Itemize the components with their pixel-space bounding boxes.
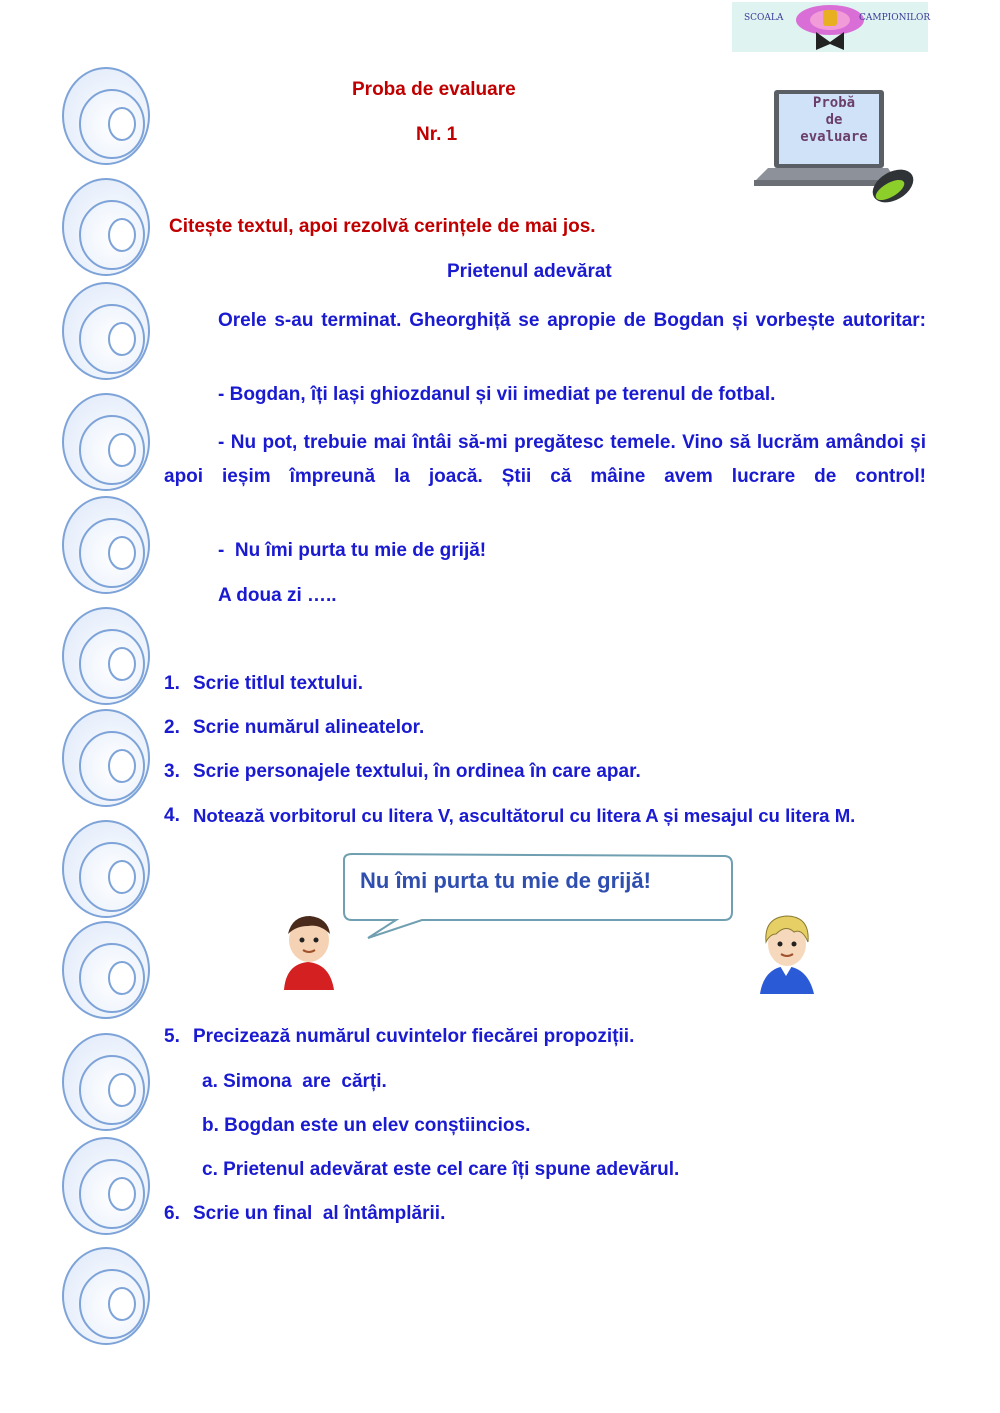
binder-ring-icon <box>60 177 155 277</box>
question-4: Notează vorbitorul cu litera V, ascultătorul cu litera A și mesajul cu litera M. <box>193 805 856 826</box>
binder-ring-icon <box>60 1032 155 1132</box>
speech-bubble <box>338 852 734 944</box>
question-6: Scrie un final al întâmplării. <box>193 1203 446 1224</box>
story-paragraph-3: - Nu pot, trebuie mai întâi să-mi pregătesc temele. Vino să lucrăm amândoi și apoi ieșim împreună la joacă. Știi că mâine avem lucrare de control! <box>164 432 926 487</box>
question-3: Scrie personajele textului, în ordinea în care apar. <box>193 761 641 782</box>
binder-ring-icon <box>60 495 155 595</box>
school-logo <box>732 2 931 52</box>
laptop-screen-line: de <box>825 112 843 128</box>
story-paragraph-1: Orele s-au terminat. Gheorghiță se apropie de Bogdan și vorbește autoritar: <box>218 310 926 331</box>
question-1: Scrie titlul textului. <box>193 673 363 694</box>
question-number: 5. <box>164 1026 180 1047</box>
boy-blue-shirt-illustration <box>756 912 818 994</box>
page-title: Proba de evaluare <box>352 79 516 100</box>
binder-ring-icon <box>60 66 155 166</box>
question-5c: c. Prietenul adevărat este cel care îți spune adevărul. <box>202 1159 680 1180</box>
binder-ring-icon <box>60 1246 155 1346</box>
binder-ring-icon <box>60 392 155 492</box>
question-number: 1. <box>164 673 180 694</box>
boy-red-shirt-illustration <box>276 912 340 990</box>
logo-left-text: SCOALA <box>744 13 784 23</box>
binder-ring-icon <box>60 606 155 706</box>
laptop-screen-line: evaluare <box>800 129 868 145</box>
binder-ring-icon <box>60 1136 155 1236</box>
question-5: Precizează numărul cuvintelor fiecărei propoziții. <box>193 1026 635 1047</box>
question-number: 3. <box>164 761 180 782</box>
logo-right-text: CAMPIONILOR <box>859 13 931 23</box>
binder-ring-icon <box>60 281 155 381</box>
question-2: Scrie numărul alineatelor. <box>193 717 425 738</box>
question-number: 2. <box>164 717 180 738</box>
question-5b: b. Bogdan este un elev conștiincios. <box>202 1115 531 1136</box>
binder-ring-icon <box>60 920 155 1020</box>
instruction: Citește textul, apoi rezolvă cerințele de mai jos. <box>169 216 596 237</box>
speech-bubble-text: Nu îmi purta tu mie de grijă! <box>360 868 651 893</box>
story-paragraph-4: - Nu îmi purta tu mie de grijă! <box>218 540 487 561</box>
laptop-screen-line: Probă <box>812 95 856 111</box>
story-paragraph-2: - Bogdan, îți lași ghiozdanul și vii imediat pe terenul de fotbal. <box>218 384 776 405</box>
binder-ring-icon <box>60 819 155 919</box>
question-5a: a. Simona are cărți. <box>202 1071 387 1092</box>
story-title: Prietenul adevărat <box>447 261 612 282</box>
laptop-illustration <box>748 68 928 220</box>
question-number: 4. <box>164 805 180 826</box>
question-number: 6. <box>164 1203 180 1224</box>
story-paragraph-5: A doua zi ….. <box>218 585 337 606</box>
binder-ring-icon <box>60 708 155 808</box>
page-number: Nr. 1 <box>416 124 458 145</box>
